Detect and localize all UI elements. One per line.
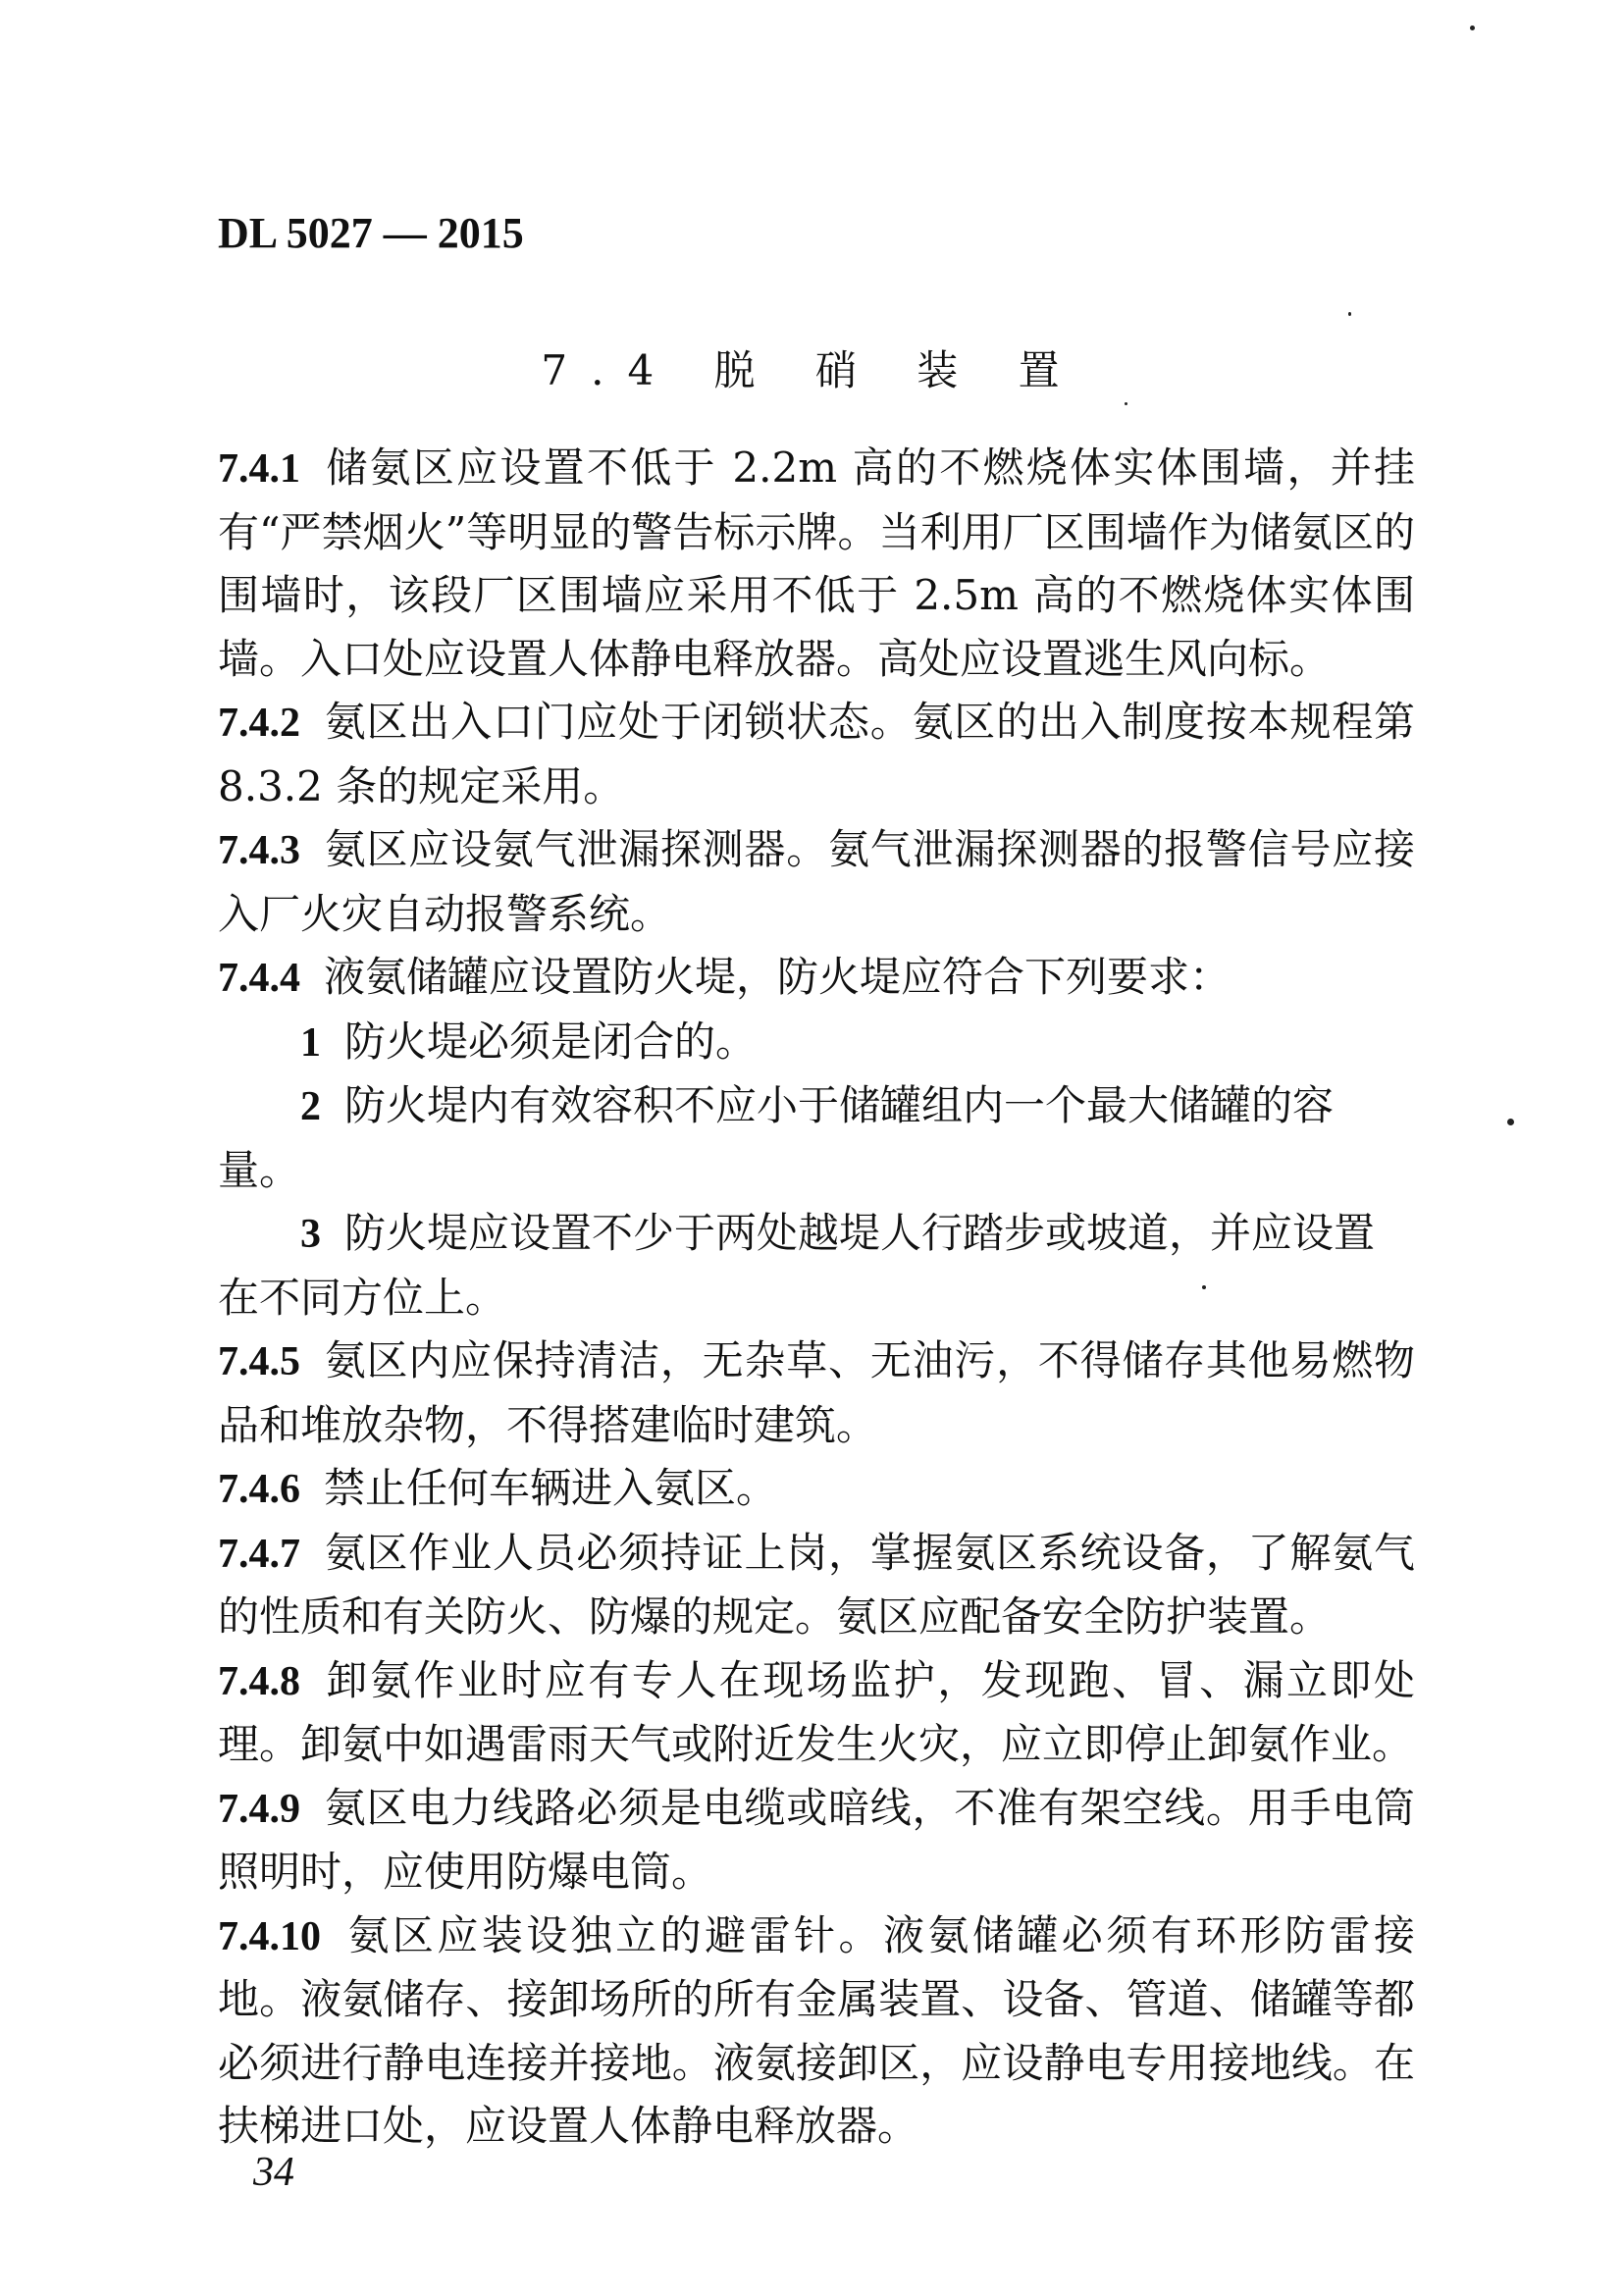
clause-7-4-10 xyxy=(218,1904,1415,2159)
list-item-3 xyxy=(218,1202,1415,1330)
clause-text: 氨区电力线路必须是电缆或暗线，不准有架空线。用手电筒照明时，应使用防爆电筒。 xyxy=(218,1783,1415,1896)
clause-text: 氨区作业人员必须持证上岗，掌握氨区系统设备，了解氨气的性质和有关防火、防爆的规定。氨区应配备安全防护装置。 xyxy=(218,1528,1415,1641)
clause-7-4-4 xyxy=(218,946,1415,1011)
clause-number: 7.4.10 xyxy=(218,1913,321,1959)
scan-speck xyxy=(1125,402,1127,405)
document-code: DL 5027 — 2015 xyxy=(218,209,524,257)
clause-7-4-3 xyxy=(218,818,1415,946)
clause-text: 卸氨作业时应有专人在现场监护，发现跑、冒、漏立即处理。卸氨中如遇雷雨天气或附近发生火灾，应立即停止卸氨作业。 xyxy=(218,1655,1415,1768)
list-item-2 xyxy=(218,1074,1415,1202)
clause-number: 7.4.3 xyxy=(218,828,300,873)
item-number: 3 xyxy=(300,1212,321,1257)
clause-text: 禁止任何车辆进入氨区。 xyxy=(324,1464,778,1512)
page-number: 34 xyxy=(253,2150,294,2195)
section-title: 7.4 脱 硝 装 置 xyxy=(541,346,1083,394)
scan-speck xyxy=(1470,26,1475,30)
scan-speck xyxy=(1202,1285,1206,1289)
scan-speck xyxy=(1348,312,1351,316)
clause-number: 7.4.6 xyxy=(218,1467,300,1512)
clause-number: 7.4.4 xyxy=(218,956,300,1001)
scan-speck xyxy=(1507,1119,1514,1125)
item-text: 防火堤应设置不少于两处越堤人行踏步或坡道，并应设置在不同方位上。 xyxy=(218,1209,1376,1322)
clause-text: 氨区内应保持清洁，无杂草、无油污，不得储存其他易燃物品和堆放杂物，不得搭建临时建筑。 xyxy=(218,1336,1415,1449)
clause-number: 7.4.9 xyxy=(218,1786,300,1832)
clause-7-4-2 xyxy=(218,691,1415,818)
clause-7-4-7 xyxy=(218,1522,1415,1649)
item-text: 防火堤内有效容积不应小于储罐组内一个最大储罐的容量。 xyxy=(218,1081,1335,1194)
item-text: 防火堤必须是闭合的。 xyxy=(344,1017,758,1066)
clause-text: 液氨储罐应设置防火堤，防火堤应符合下列要求： xyxy=(324,953,1231,1001)
body-text xyxy=(218,437,1415,2159)
clause-number: 7.4.1 xyxy=(218,446,300,492)
clause-text: 储氨区应设置不低于 2.2m 高的不燃烧体实体围墙，并挂有“严禁烟火”等明显的警告标示牌。当利用厂区围墙作为储氨区的围墙时，该段厂区围墙应采用不低于 2.5m 高的不燃烧体实体围墙。入口处应设置人体静电释放器。高处应设置逃生风向标。 xyxy=(218,443,1415,683)
list-item-1 xyxy=(218,1011,1415,1075)
item-number: 2 xyxy=(300,1084,321,1129)
clause-text: 氨区出入口门应处于闭锁状态。氨区的出入制度按本规程第 8.3.2 条的规定采用。 xyxy=(218,698,1415,810)
clause-number: 7.4.2 xyxy=(218,701,300,746)
clause-number: 7.4.8 xyxy=(218,1658,300,1704)
clause-7-4-1 xyxy=(218,437,1415,691)
clause-7-4-8 xyxy=(218,1649,1415,1777)
clause-7-4-9 xyxy=(218,1777,1415,1904)
clause-text: 氨区应装设独立的避雷针。液氨储罐必须有环形防雷接地。液氨储存、接卸场所的所有金属装置、设备、管道、储罐等都必须进行静电连接并接地。液氨接卸区，应设静电专用接地线。在扶梯进口处，应设置人体静电释放器。 xyxy=(218,1910,1415,2150)
clause-number: 7.4.7 xyxy=(218,1531,300,1577)
clause-7-4-6 xyxy=(218,1457,1415,1522)
clause-number: 7.4.5 xyxy=(218,1339,300,1384)
clause-text: 氨区应设氨气泄漏探测器。氨气泄漏探测器的报警信号应接入厂火灾自动报警系统。 xyxy=(218,825,1415,938)
clause-7-4-5 xyxy=(218,1330,1415,1457)
item-number: 1 xyxy=(300,1019,321,1066)
